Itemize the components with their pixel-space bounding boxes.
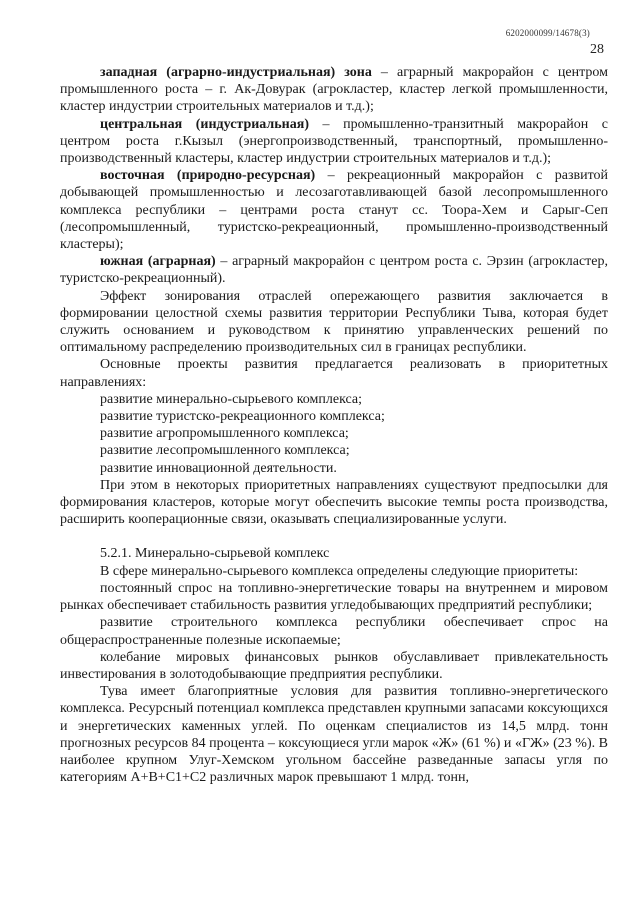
zone-central-text: – промышленно-транзитный макрорайон с центром роста г.Кызыл (энергопроизводственный, транспортный, промышленно-производственный кластеры, кластер индустрии строительных материалов и т.д.);	[60, 116, 608, 167]
section-title: 5.2.1. Минерально-сырьевой комплекс	[100, 546, 330, 562]
direction-item: развитие туристско-рекреационного комплекса;	[100, 409, 385, 425]
page-number: 28	[590, 42, 604, 57]
zone-east	[60, 167, 608, 253]
direction-item: развитие лесопромышленного комплекса;	[100, 443, 350, 459]
zone-west-text: – аграрный макрорайон с центром промышленного роста – г. Ак-Довурак (агрокластер, кластер легкой промышленности, кластер индустрии строительных материалов и т.д.);	[60, 65, 608, 115]
zone-south-text: – аграрный макрорайон с центром роста с. Эрзин (агрокластер, туристско-рекреационный).	[60, 254, 608, 287]
document-body	[60, 64, 608, 786]
priority-item: развитие строительного комплекса республики обеспечивает спрос на общераспространенные полезные ископаемые;	[60, 615, 608, 648]
paragraph-clusters: При этом в некоторых приоритетных направлениях существуют предпосылки для формирования кластеров, которые могут обеспечить высокие темпы роста производства, расширить кооперационные связи, оказывать специализированные услуги.	[60, 477, 608, 528]
zone-south-name: южная (аграрная)	[100, 254, 216, 270]
direction-item: развитие минерально-сырьевого комплекса;	[100, 391, 363, 407]
direction-item: развитие агропромышленного комплекса;	[100, 426, 349, 442]
zone-east-text: – рекреационный макрорайон с развитой добывающей промышленностью и лесозаготавливающей базой лесопромышленного комплекса республики – центрами роста станут сс. Тоора-Хем и Сарыг-Сеп (лесопромышленный, туристско-рекреационный, промышленно-производственный кластеры);	[60, 168, 608, 253]
zone-west	[60, 64, 608, 116]
document-number: 6202000099/14678(3)	[505, 28, 590, 38]
priority-item: колебание мировых финансовых рынков обуславливает привлекательность инвестирования в золотодобывающие предприятия республики.	[60, 649, 608, 682]
zone-central-name: центральная (индустриальная)	[100, 116, 309, 132]
zone-east-name: восточная (природно-ресурсная)	[100, 168, 316, 184]
zone-west-name: западная (аграрно-индустриальная) зона	[100, 65, 372, 80]
paragraph-projects-intro: Основные проекты развития предлагается реализовать в приоритетных направлениях:	[60, 357, 608, 390]
paragraph-tuva: Тува имеет благоприятные условия для развития топливно-энергетического комплекса. Ресурсный потенциал комплекса представлен крупными запасами коксующихся и энергетических каменных углей. По оценкам специалистов из 14,5 млрд. тонн прогнозных ресурсов 84 процента – коксующиеся угли марок «Ж» (61 %) и «ГЖ» (23 %). В наиболее крупном Улуг-Хемском угольном бассейне разведанные запасы угля по категориям А+В+С1+С2 различных марок превышают 1 млрд. тонн,	[60, 684, 608, 786]
priority-item: постоянный спрос на топливно-энергетические товары на внутреннем и мировом рынках обеспечивает стабильность развития угледобывающих предприятий республики;	[60, 580, 608, 614]
paragraph-mineral-intro: В сфере минерально-сырьевого комплекса определены следующие приоритеты:	[100, 563, 579, 579]
zone-south	[60, 253, 608, 287]
paragraph-effect: Эффект зонирования отраслей опережающего развития заключается в формировании целостной схемы развития территории Республики Тыва, которая будет служить основанием и руководством к принятию управленческих решений по оптимальному распределению производительных сил в границах республики.	[60, 288, 608, 356]
zone-central	[60, 116, 608, 168]
direction-item: развитие инновационной деятельности.	[100, 460, 337, 476]
